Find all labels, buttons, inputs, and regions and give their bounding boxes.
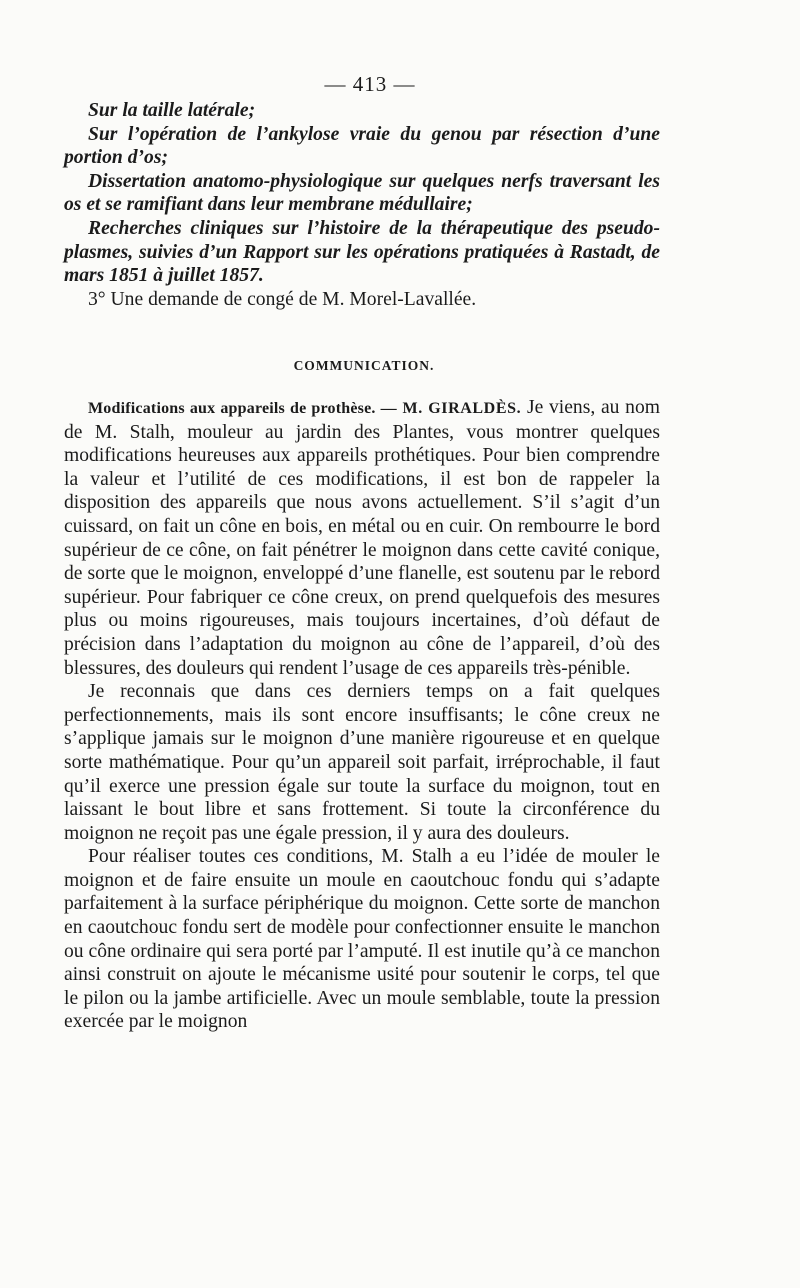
paragraph	[64, 396, 660, 680]
communication-body	[64, 396, 660, 1034]
rubric: Modifications aux appareils de prothèse. —	[88, 400, 397, 417]
page-number: — 413 —	[324, 72, 416, 96]
speaker-name: M. GIRALDÈS.	[402, 400, 522, 417]
title-item: Sur la taille latérale;	[88, 100, 256, 121]
title-item: Dissertation anatomo-physiologique sur quelques nerfs traversant les os et se ramifiant dans leur membrane médullaire;	[64, 170, 660, 216]
section-heading: COMMUNICATION.	[293, 358, 435, 373]
paragraph-text: Je viens, au nom de M. Stalh, mouleur au jardin des Plantes, vous montrer quelques modifications heureuses aux appareils prothétiques. Pour bien comprendre la valeur et l’utilité de ces modifications, il est bon de rappeler la disposition des appareils que nous avons actuellement. S’il s’agit d’un cuissard, on fait un cône en bois, en métal ou en cuir. On rembourre le bord supérieur de ce cône, on fait pénétrer le moignon dans cette cavité conique, de sorte que le moignon, enveloppé d’une flanelle, est soutenu par le rebord supérieur. Pour fabriquer ce cône creux, on prend quelquefois des mesures plus ou moins rigoureuses, mais toujours incertaines, d’où défaut de précision dans l’adaptation du moignon au cône de l’appareil, d’où des blessures, des douleurs qui rendent l’usage de ces appareils très-pénible.	[64, 397, 660, 679]
thesis-title-list	[64, 99, 660, 311]
paragraph: Je reconnais que dans ces derniers temps on a fait quelques perfectionnements, mais ils sont encore insuffisants; le cône creux ne s’applique jamais sur le moignon d’une manière rigoureuse et en quelque sorte mathématique. Pour qu’un appareil soit parfait, irréprochable, il faut qu’il exerce une pression égale sur toute la surface du moignon, tout en laissant le bout libre et sans frottement. Si toute la circonférence du moignon ne reçoit pas une égale pression, il y aura des douleurs.	[64, 681, 660, 844]
title-item: Recherches cliniques sur l’histoire de la thérapeutique des pseudo-plasmes, suivies d’un Rapport sur les opérations pratiquées à Rastadt, de mars 1851 à juillet 1857.	[64, 217, 660, 287]
paragraph: Pour réaliser toutes ces conditions, M. Stalh a eu l’idée de mouler le moignon et de faire ensuite un moule en caoutchouc fondu qui s’adapte parfaitement à la surface périphérique du moignon. Cette sorte de manchon en caoutchouc fondu sert de modèle pour confectionner ensuite le manchon ou cône ordinaire qui sera porté par l’amputé. Il est inutile qu’à ce manchon ainsi construit on ajoute le mécanisme usité pour soutenir le corps, tel que le pilon ou la jambe artificielle. Avec un moule semblable, toute la pression exercée par le moignon	[64, 846, 660, 1033]
leave-request: 3° Une demande de congé de M. Morel-Lavallée.	[88, 288, 477, 310]
title-item: Sur l’opération de l’ankylose vraie du genou par résection d’une portion d’os;	[64, 123, 660, 169]
